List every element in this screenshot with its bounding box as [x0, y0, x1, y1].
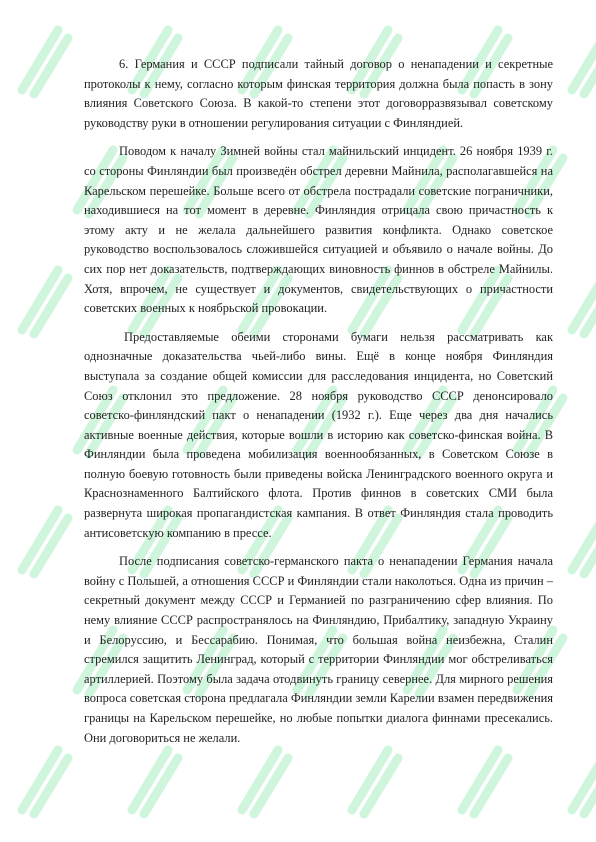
paragraph-4: После подписания советско-германского пакта о ненападении Германия начала войну с Польшей, а отношения СССР и Финляндии стали наколоться. Одна из причин – секретный документ между СССР и Германией по разграничению сфер влияния. По нему влияние СССР распространялось на Финляндию, Прибалтику, западную Украину и Белоруссию, и Бессарабию. Понимая, что большая война неизбежна, Сталин стремился защитить Ленинград, который с территории Финляндии мог обстреливаться артиллерией. Поэтому была задача отодвинуть границу севернее. Для мирного решения вопроса советская сторона предлагала Финляндии земли Карелии взамен передвижения границы на Карельском перешейке, но любые попытки диалога финнами пресекались. Они договориться не желали.: [84, 554, 553, 745]
watermark-stroke-37: [132, 750, 178, 814]
paragraph-3: Предоставляемые обеими сторонами бумаги нельзя рассматривать как однозначные доказательства чьей-либо вины. Ещё в конце ноября Финляндия выступала за создание общей комиссии для расследования инцидента, но Советский Союз отклонил это предложение. 28 ноября руководство СССР денонсировало советско-финляндский пакт о ненападении (1932 г.). Еще через два дня начались активные военные действия, которые вошли в историю как советско-финская война. В Финляндии была проведена мобилизация военнообязанных, в Советском Союзе в полную боевую готовность были приведены войска Ленинградского военного округа и Краснознаменного Балтийского флота. Против финнов в советских СМИ была развернута широкая пропагандистская кампания. В ответ Финляндия стала проводить антисоветскую компанию в прессе.: [84, 329, 553, 540]
paragraph-1: 6. Германия и СССР подписали тайный договор о ненападении и секретные протоколы к нему, согласно которым финская территория должна была попасть в зону влияния Советского Союза. В какой-то степени этот договорразвязывал советскому руководству руки в отношении регулирования ситуации с Финляндией.: [84, 57, 553, 130]
watermark-stroke-41: [572, 750, 596, 814]
watermark-stroke-29: [572, 510, 596, 574]
watermark-stroke-40: [462, 750, 508, 814]
watermark-stroke-5: [572, 30, 596, 94]
watermark-stroke-38: [242, 750, 288, 814]
watermark-stroke-24: [22, 510, 68, 574]
watermark-stroke-17: [572, 270, 596, 334]
watermark-stroke-36: [22, 750, 68, 814]
watermark-stroke-12: [22, 270, 68, 334]
watermark-stroke-0: [22, 30, 68, 94]
document-page: [84, 55, 553, 748]
paragraph-2: Поводом к началу Зимней войны стал майнильский инцидент. 26 ноября 1939 г. со стороны Финляндии был произведён обстрел деревни Майнила, располагавшейся на Карельском перешейке. Больше всего от обстрела пострадали советские пограничники, находившиеся на тот момент в деревне. Финляндия отрицала свою причастность к этому акту и не желала дальнейшего развития конфликта. Однако советское руководство воспользовалось сложившейся ситуацией и объявило о начале войны. До сих пор нет доказательств, подтверждающих виновность финнов в обстреле Майнилы. Хотя, впрочем, не существует и документов, свидетельствующих о причастности советских военных к ноябрьской провокации.: [84, 144, 553, 316]
watermark-stroke-39: [352, 750, 398, 814]
